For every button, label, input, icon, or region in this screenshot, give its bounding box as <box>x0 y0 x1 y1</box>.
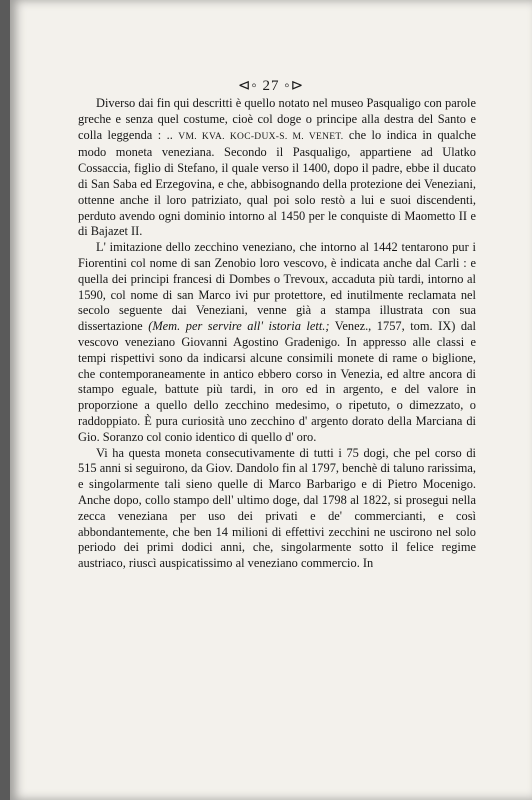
page-number-header: ⊲◦ 27 ◦⊳ <box>237 78 305 94</box>
paragraph-3-text-a: Vi ha questa moneta consecutivamente di tutti i 75 dogi, che pel corso di 515 anni si seguirono, da Giov. Dandolo fin al 1797, benchè di taluno rarissima, e singolarmente tali sieno quelle di Marco Barbarigo e di Pietro Mocenigo. Anche dopo, collo stampo dell' ultimo doge, dal 1798 al 1822, si prosegui nella zecca veneziana per uso dei privati e de' commercianti, e così abbondantemente, che ben 14 milioni di effettivi zecchini ne uscirono nel solo periodo dei primi dodici anni, che, singolarmente sotto il felice regime austriaco, riuscì auspicatissimo al veneziano commercio. In <box>78 445 476 571</box>
paragraph-2-text-a: L' imitazione dello zecchino veneziano, che intorno al 1442 tentarono pur i Fiorentini col nome di san Zenobio loro vescovo, è indicata anche dal Carli : e quella dei principi francesi di Dombes o Trevoux, accaduta più tardi, intorno al 1590, col nome di san Marco ivi pur protettore, ed inutilmente reclamata nel secolo seguente dai Veneziani, venne già a stampa illustrata con sua dissertazione <box>78 240 476 334</box>
paragraph-1 <box>78 96 476 240</box>
paragraph-1-text-a: Diverso dai fin qui descritti è quello notato nel museo Pasqualigo con parole greche e senza quel costume, cioè col doge o principe alla destra del Santo e colla leggenda : .. <box>78 96 476 142</box>
book-page <box>10 0 532 800</box>
citation-italic: (Mem. per servire all' istoria lett.; <box>148 319 330 334</box>
body-text <box>78 96 476 572</box>
paragraph-3 <box>78 446 476 572</box>
paragraph-1-text-c: che lo indica in qualche modo moneta veneziana. Secondo il Pasqualigo, appartiene ad Ulatko Cossaccia, figlio di Stefano, il quale verso il 1400, dopo il padre, ebbe il ducato di San Saba ed Erzegovina, e che, abbisognando della protezione dei Veneziani, ottenne anche il loro patriziato, qual poi solo restò a lui e suoi discendenti, perduto avendo ogni dominio intorno al 1450 per le conquiste di Maometto II e di Bajazet II. <box>78 127 476 239</box>
legend-inscription: VM. KVA. KOC-DUX-S. M. VENET. <box>178 131 344 142</box>
paragraph-2-text-c: Venez., 1757, tom. IX) dal vescovo veneziano Giovanni Agostino Gradenigo. In appresso alle classi e tempi rispettivi sono da indicarsi alcune consimili monete di rame o biglione, che contemporaneamente in antico ebbero corso in Venezia, ed altre ancora di stampo eguale, battute più tardi, in oro ed in argento, e del valore in proporzione a quello dello zecchino medesimo, o ripetuto, o dimezzato, o raddoppiato. È pura curiosità uno zecchino d' argento dorato della Marciana di Gio. Soranzo col conio identico di quello d' oro. <box>78 319 476 444</box>
paragraph-2 <box>78 240 476 445</box>
